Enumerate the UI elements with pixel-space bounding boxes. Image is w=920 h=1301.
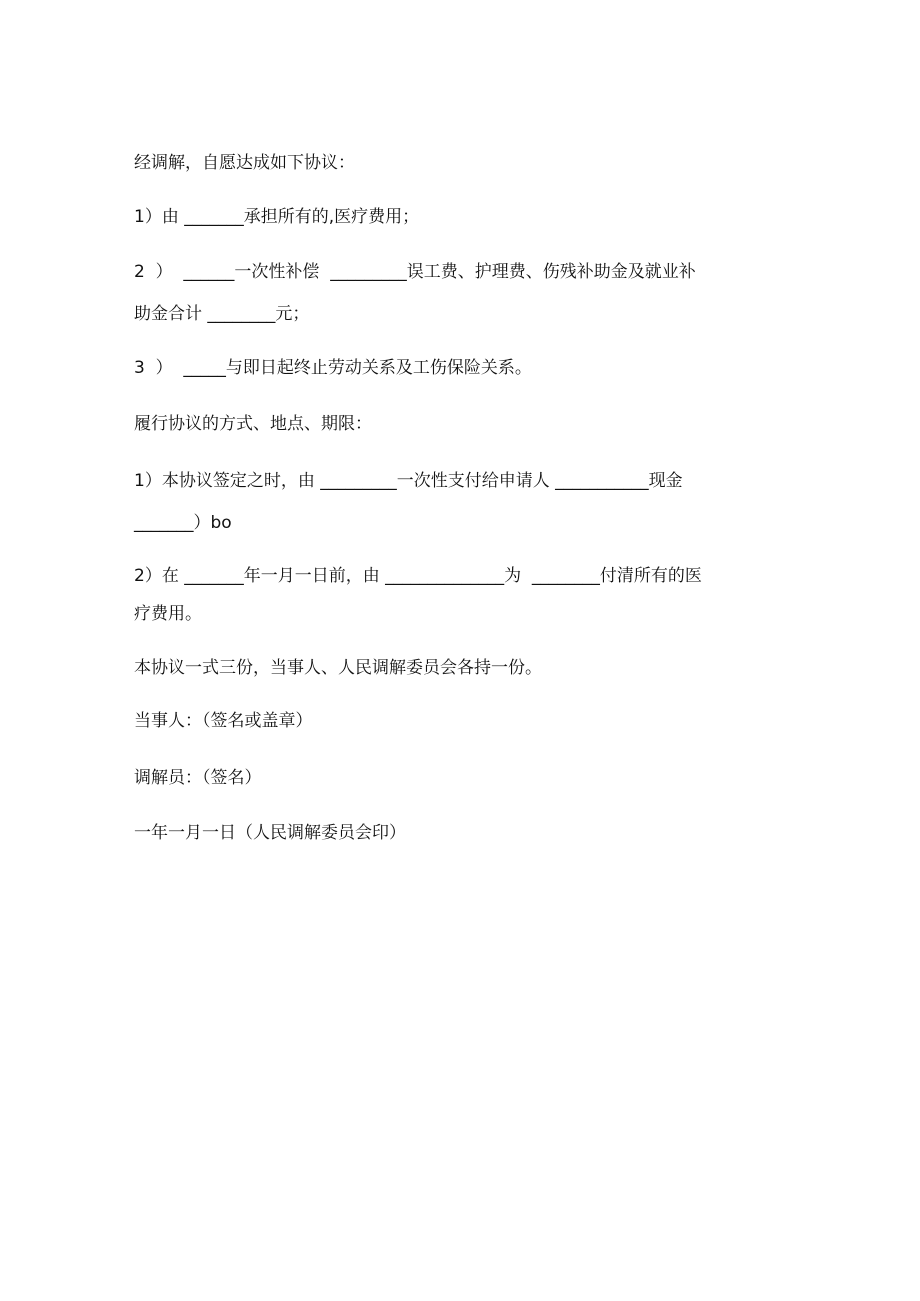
clause-3-termination: 3 ） _____与即日起终止劳动关系及工伤保险关系。: [134, 358, 532, 378]
performance-1-payment-continued: _______）bo: [134, 513, 232, 533]
date-seal-line: 一年一月一日（人民调解委员会印）: [134, 823, 406, 843]
clause-2-compensation-continued: 助金合计 ________元；: [134, 304, 310, 324]
mediator-signature-line: 调解员：（签名）: [134, 768, 262, 788]
copies-statement: 本协议一式三份，当事人、人民调解委员会各持一份。: [134, 658, 542, 678]
performance-2-deadline: 2）在 _______年一月一日前，由 ______________为 ________付清所有的医: [134, 566, 702, 586]
clause-2-compensation: 2 ） ______一次性补偿 _________误工费、护理费、伤残补助金及就业补: [134, 262, 696, 282]
party-signature-line: 当事人：（签名或盖章）: [134, 711, 313, 731]
mediation-intro: 经调解，自愿达成如下协议：: [134, 153, 355, 173]
performance-heading: 履行协议的方式、地点、期限：: [134, 414, 372, 434]
clause-1-medical-costs: 1）由 _______承担所有的,医疗费用；: [134, 207, 420, 227]
performance-1-payment: 1）本协议签定之时，由 _________一次性支付给申请人 ___________现金: [134, 471, 683, 491]
performance-2-deadline-continued: 疗费用。: [134, 604, 202, 624]
